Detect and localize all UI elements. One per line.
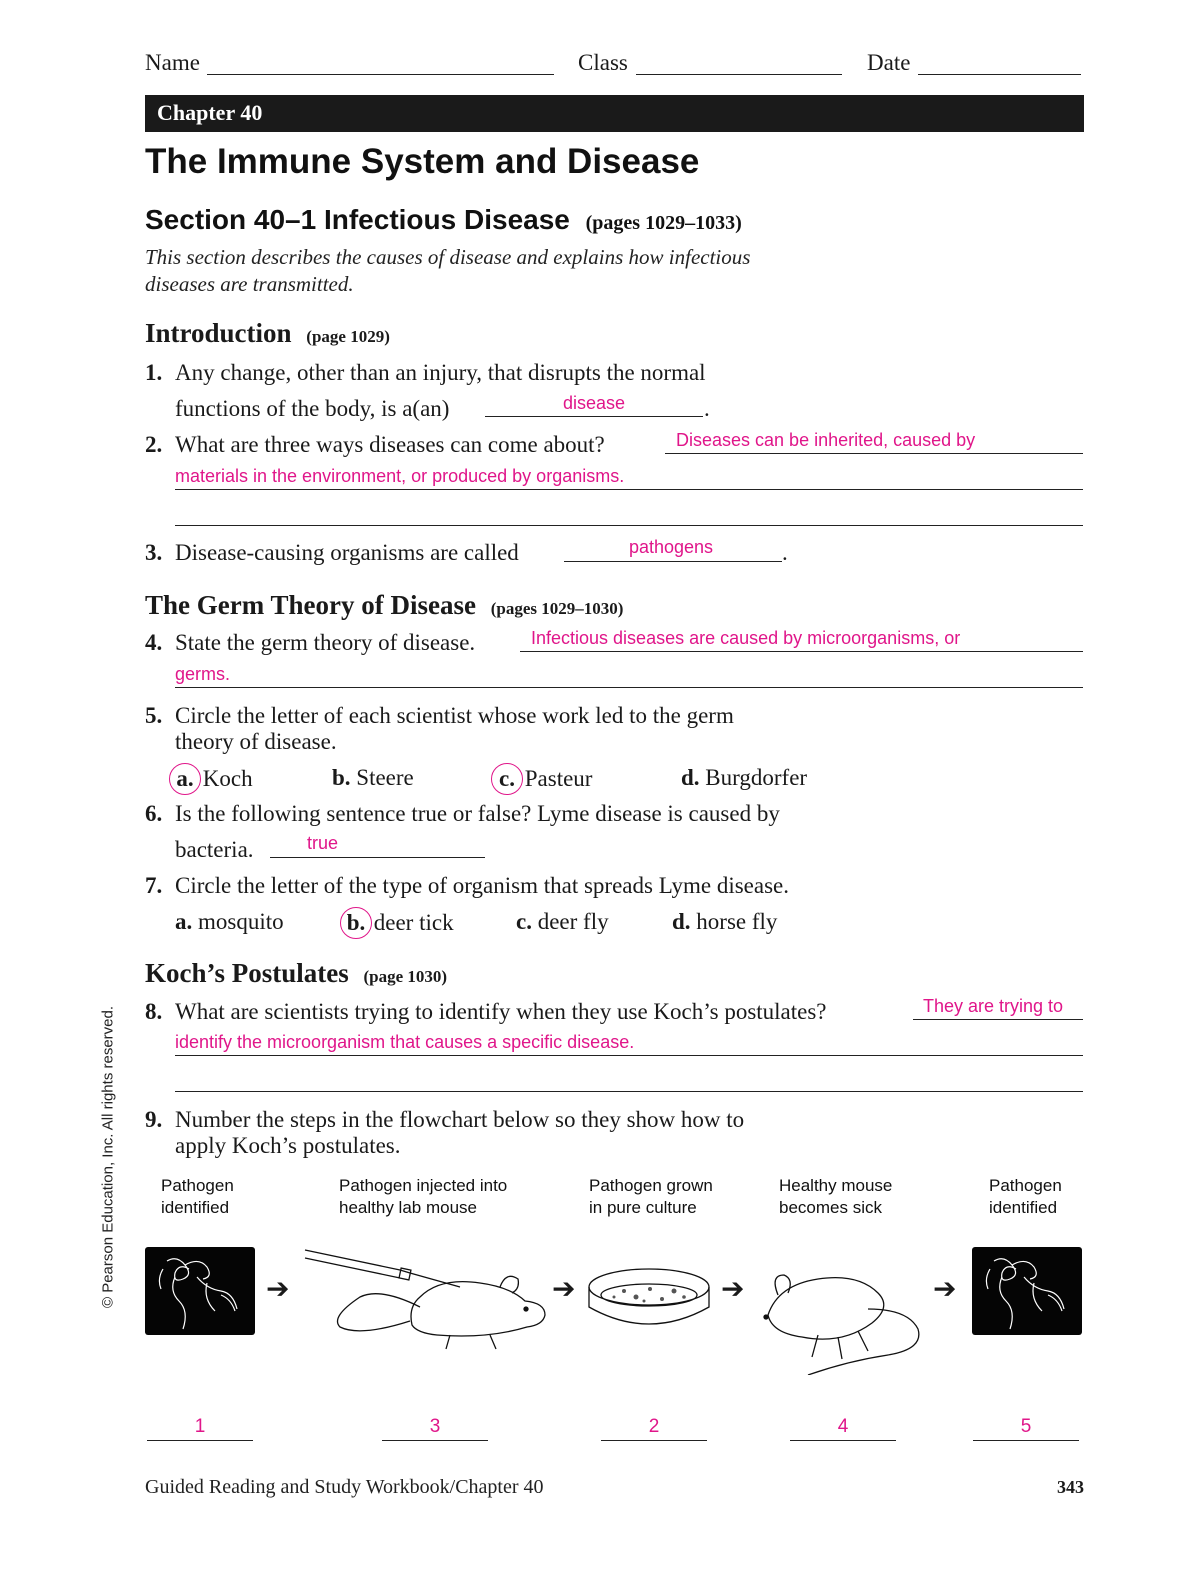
q3-period: . <box>782 540 788 565</box>
section-pages: (pages 1029–1033) <box>585 212 742 234</box>
koch-title: Koch’s Postulates <box>145 958 349 988</box>
chapter-bar <box>145 95 1084 132</box>
germ-title: The Germ Theory of Disease <box>145 590 476 620</box>
q1-answer: disease <box>562 393 626 413</box>
q8-answer-line1: They are trying to <box>923 996 1064 1016</box>
q5-option-a[interactable] <box>175 763 253 795</box>
q7-option-c[interactable] <box>516 909 609 935</box>
q1-period: . <box>704 396 710 421</box>
q5-option-letter: d. <box>681 765 700 790</box>
q5-text-line: theory of disease. <box>175 729 337 754</box>
step-field[interactable] <box>973 1440 1079 1441</box>
flow-label-line: identified <box>161 1198 230 1217</box>
q8-text: What are scientists trying to identify when they use Koch’s postulates? <box>175 999 827 1024</box>
q5-option-letter: c. <box>491 763 523 795</box>
q4-text: State the germ theory of disease. <box>175 630 476 655</box>
class-label: Class <box>578 50 628 75</box>
flow-label-1 <box>161 1175 234 1219</box>
q8-answer-line2: identify the microorganism that causes a specific disease. <box>175 1032 635 1052</box>
flow-label-line: Pathogen grown <box>589 1176 713 1195</box>
q8-answer-field[interactable] <box>175 1091 1083 1092</box>
q5-number: 5. <box>145 703 163 728</box>
section-heading <box>145 204 742 236</box>
q4-answer-line1: Infectious diseases are caused by microorganisms, or <box>531 628 961 648</box>
name-field[interactable] <box>207 74 554 75</box>
q5-option-text: Steere <box>356 765 414 790</box>
q5-option-letter: a. <box>169 763 201 795</box>
flow-label-line: becomes sick <box>779 1198 882 1217</box>
q7-option-d[interactable] <box>672 909 777 935</box>
flow-label-line: in pure culture <box>589 1198 697 1217</box>
name-label: Name <box>145 50 200 75</box>
koch-heading <box>145 958 447 989</box>
q9-number: 9. <box>145 1107 163 1132</box>
q4-answer-line2: germs. <box>175 664 231 684</box>
q7-option-letter: b. <box>340 907 372 939</box>
flow-label-line: healthy lab mouse <box>339 1198 477 1217</box>
flow-label-4 <box>779 1175 892 1219</box>
q6-answer-field[interactable] <box>270 857 485 858</box>
q7-option-letter: a. <box>175 909 193 934</box>
q6-answer: true <box>306 833 339 853</box>
q6-number: 6. <box>145 801 163 826</box>
q7-option-text: deer fly <box>537 909 609 934</box>
arrow-right-icon: ➔ <box>266 1272 290 1305</box>
q4-number: 4. <box>145 630 163 655</box>
q7-option-b[interactable] <box>346 907 454 939</box>
q5-text-line: Circle the letter of each scientist whose work led to the germ <box>175 703 734 728</box>
page-title: The Immune System and Disease <box>145 142 700 181</box>
q5-option-b[interactable] <box>332 765 414 791</box>
q5-option-letter: b. <box>332 765 351 790</box>
intro-title: Introduction <box>145 318 292 348</box>
q3-number: 3. <box>145 540 163 565</box>
q7-option-letter: d. <box>672 909 691 934</box>
step-field[interactable] <box>147 1440 253 1441</box>
step-field[interactable] <box>382 1440 488 1441</box>
q2-answer-field[interactable] <box>175 525 1083 526</box>
flow-label-3 <box>589 1175 713 1219</box>
microorganism-image <box>145 1247 255 1335</box>
step-number: 3 <box>429 1416 441 1437</box>
q5-option-d[interactable] <box>681 765 807 791</box>
description-line: diseases are transmitted. <box>145 272 354 296</box>
section-label: Section 40–1 Infectious Disease <box>145 204 570 235</box>
intro-heading <box>145 318 390 349</box>
q3-text: Disease-causing organisms are called <box>175 540 519 565</box>
q2-answer-field[interactable] <box>665 453 1083 454</box>
flow-label-line: Pathogen <box>161 1176 234 1195</box>
class-field[interactable] <box>636 74 842 75</box>
q2-text: What are three ways diseases can come about? <box>175 432 605 457</box>
q7-option-letter: c. <box>516 909 532 934</box>
q9-text-line: apply Koch’s postulates. <box>175 1133 401 1158</box>
q7-text: Circle the letter of the type of organism that spreads Lyme disease. <box>175 873 790 898</box>
q6-text-line2: bacteria. <box>175 837 254 862</box>
q5-option-c[interactable] <box>497 763 592 795</box>
date-field[interactable] <box>918 74 1081 75</box>
petri-dish-image <box>584 1265 714 1340</box>
q5-option-text: Pasteur <box>524 766 593 791</box>
bacteria-icon <box>145 1247 255 1335</box>
q2-answer-field[interactable] <box>175 489 1083 490</box>
q1-text-line2: functions of the body, is a(an) <box>175 396 450 421</box>
q2-answer-line1: Diseases can be inherited, caused by <box>676 430 976 450</box>
germ-heading <box>145 590 623 621</box>
date-label: Date <box>867 50 911 75</box>
step-field[interactable] <box>790 1440 896 1441</box>
germ-pages: (pages 1029–1030) <box>490 599 624 618</box>
q5-option-text: Burgdorfer <box>705 765 808 790</box>
q7-number: 7. <box>145 873 163 898</box>
step-number: 5 <box>1020 1416 1032 1437</box>
petri-dish-icon <box>584 1265 714 1335</box>
q2-answer-line2: materials in the environment, or produced by organisms. <box>175 466 625 486</box>
flow-label-line: Pathogen injected into <box>339 1176 508 1195</box>
arrow-right-icon: ➔ <box>552 1272 576 1305</box>
q6-text-line1: Is the following sentence true or false? Lyme disease is caused by <box>175 801 780 826</box>
q5-option-text: Koch <box>202 766 253 791</box>
q8-answer-field[interactable] <box>175 1055 1083 1056</box>
q8-answer-field[interactable] <box>913 1019 1083 1020</box>
q7-option-a[interactable] <box>175 909 284 935</box>
flow-label-line: Pathogen <box>989 1176 1062 1195</box>
step-number: 2 <box>648 1416 660 1437</box>
q7-option-text: deer tick <box>373 910 454 935</box>
flow-label-line: identified <box>989 1198 1058 1217</box>
description-line: This section describes the causes of disease and explains how infectious <box>145 245 751 269</box>
q5-text <box>175 703 734 755</box>
microorganism-image <box>972 1247 1082 1335</box>
chapter-label: Chapter 40 <box>157 100 263 125</box>
intro-pages: (page 1029) <box>306 327 390 346</box>
q9-text-line: Number the steps in the flowchart below so they show how to <box>175 1107 745 1132</box>
q1-text-line1: Any change, other than an injury, that disrupts the normal <box>175 360 706 385</box>
q7-option-text: horse fly <box>696 909 778 934</box>
q3-answer-field[interactable] <box>564 561 782 562</box>
flow-label-2 <box>339 1175 507 1219</box>
flow-label-5 <box>989 1175 1062 1219</box>
q1-answer-field[interactable] <box>485 416 703 417</box>
sick-mouse-image <box>748 1265 933 1380</box>
footer-book-title: Guided Reading and Study Workbook/Chapter 40 <box>145 1476 544 1498</box>
q2-number: 2. <box>145 432 163 457</box>
page-number: 343 <box>1057 1477 1084 1497</box>
q4-answer-field[interactable] <box>520 651 1083 652</box>
q3-answer: pathogens <box>628 537 714 557</box>
flow-label-line: Healthy mouse <box>779 1176 893 1195</box>
syringe-mouse-icon <box>300 1245 555 1365</box>
koch-pages: (page 1030) <box>363 967 448 986</box>
q1-number: 1. <box>145 360 163 385</box>
section-description <box>145 244 750 298</box>
bacteria-icon <box>972 1247 1082 1335</box>
q4-answer-field[interactable] <box>175 687 1083 688</box>
arrow-right-icon: ➔ <box>933 1272 957 1305</box>
q7-option-text: mosquito <box>198 909 284 934</box>
step-number: 1 <box>194 1416 206 1437</box>
copyright: © Pearson Education, Inc. All rights reserved. <box>99 1005 117 1309</box>
step-number: 4 <box>837 1416 849 1437</box>
mouse-icon <box>748 1265 933 1375</box>
q8-number: 8. <box>145 999 163 1024</box>
mouse-injection-image <box>300 1245 555 1370</box>
step-field[interactable] <box>601 1440 707 1441</box>
arrow-right-icon: ➔ <box>721 1272 745 1305</box>
q9-text <box>175 1107 744 1159</box>
